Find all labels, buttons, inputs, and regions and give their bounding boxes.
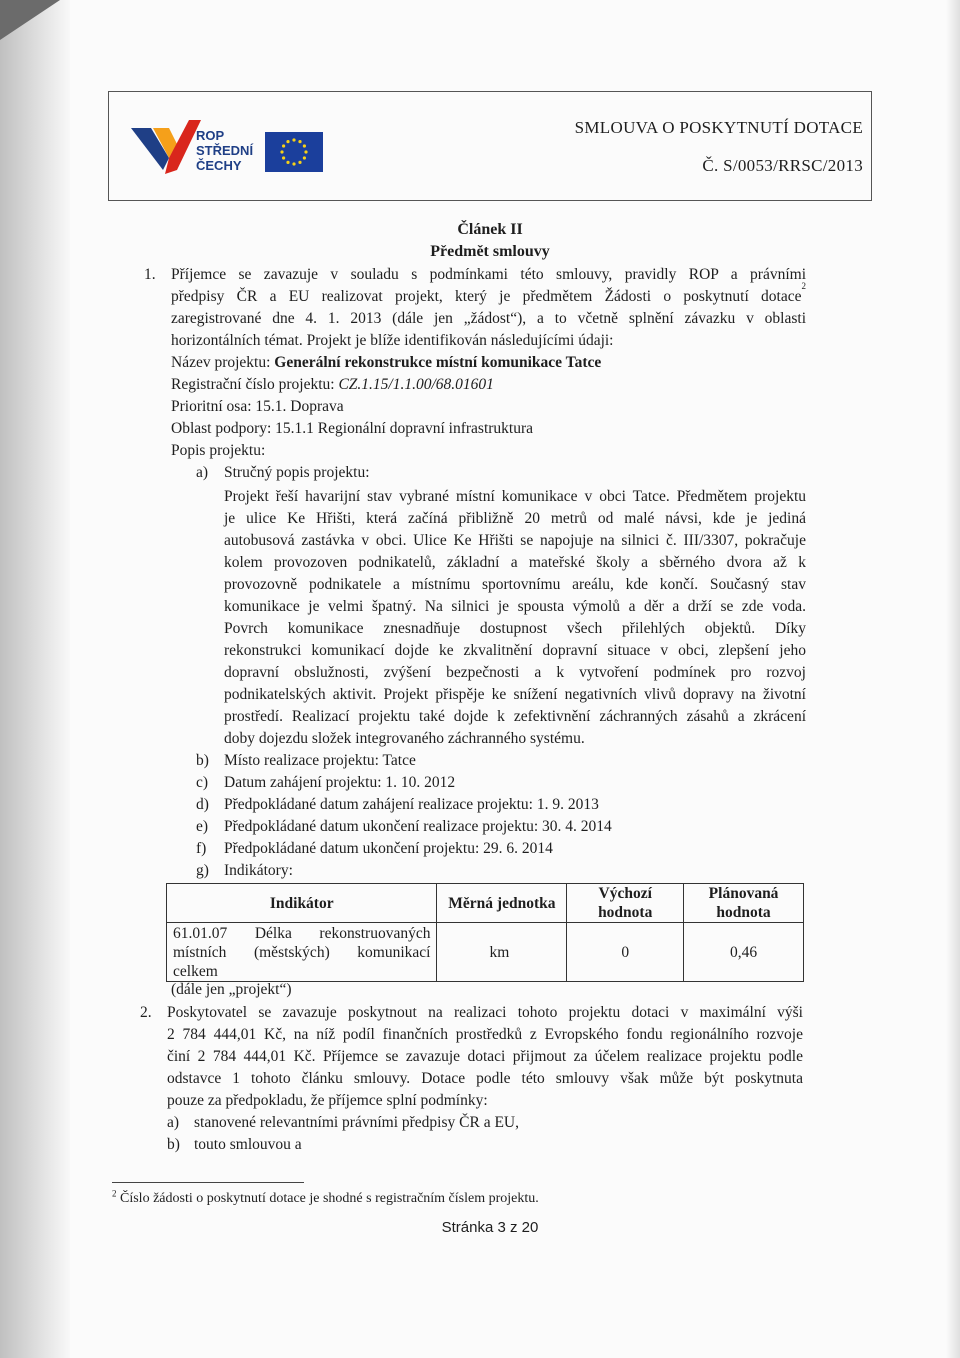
- eu-star: [298, 161, 301, 164]
- description-line: rekonstrukci komunikací dojde ke zkvalitnění dopravní situace v obci, zlepšení jeho: [224, 642, 806, 659]
- registration-label: Registrační číslo projektu:: [171, 376, 339, 393]
- eu-star: [303, 156, 306, 159]
- para2-last-line: pouze za předpokladu, že příjemce splní podmínky:: [167, 1092, 488, 1109]
- para1-line-4: horizontálních témat. Projekt je blíže identifikován následujícími údaji:: [171, 332, 614, 349]
- table-header-row: [167, 884, 804, 923]
- indicator-line-1-text: 61.01.07 Délka rekonstruovaných: [173, 924, 431, 942]
- list-item-text: Předpokládané datum zahájení realizace projektu: 1. 9. 2013: [224, 796, 599, 813]
- description-label: Popis projektu:: [171, 442, 266, 459]
- description-line: autobusová zastávka v obci. Ulice Ke Hřišti se napojuje na silnici č. III/3307, pokračuje: [224, 532, 806, 549]
- footnote: [112, 1188, 539, 1210]
- condition-label: b): [167, 1136, 180, 1153]
- footnote-number: 2: [112, 1188, 117, 1199]
- header-box: [108, 91, 872, 201]
- eu-flag-icon: [265, 132, 323, 172]
- eu-star: [292, 162, 295, 165]
- footnote-divider: [112, 1182, 304, 1183]
- contract-title: SMLOUVA O POSKYTNUTÍ DOTACE: [574, 118, 863, 137]
- col-unit: [437, 884, 567, 923]
- logo-line-stredni: STŘEDNÍ: [196, 143, 254, 158]
- eu-star: [298, 140, 301, 143]
- eu-star: [286, 140, 289, 143]
- start-value-cell: 0: [567, 923, 684, 982]
- para2-line: činí 2 784 444,01 Kč. Příjemce se zavazuje dotaci přijmout za účelem realizace projektu podle: [167, 1048, 803, 1065]
- indicator-line-2: místních (městských) komunikací: [173, 943, 431, 961]
- list-item-text: Předpokládané datum ukončení realizace projektu: 30. 4. 2014: [224, 818, 612, 835]
- paragraph-number-2: 2.: [140, 1004, 152, 1021]
- scan-shadow-left: [0, 0, 70, 1358]
- indicator-line-1: [173, 924, 430, 943]
- list-item-label: d): [196, 796, 209, 813]
- article-heading: Článek II: [457, 221, 523, 238]
- description-line: kolem provozoven podnikatelů, základní a mateřské školy a sběrného dvora až k: [224, 554, 806, 571]
- scan-corner: [0, 0, 60, 40]
- contract-number: Č. S/0053/RRSC/2013: [702, 156, 863, 175]
- unit-cell: km: [437, 923, 567, 982]
- eu-star: [286, 161, 289, 164]
- footnote-text: Číslo žádosti o poskytnutí dotace je shodné s registračním číslem projektu.: [116, 1191, 539, 1206]
- description-line: podnikatelských aktivit. Projekt přispěje ke snížení negativních vlivů dopravy na životní: [224, 686, 806, 703]
- project-name-value: Generální rekonstrukce místní komunikace Tatce: [274, 354, 602, 371]
- para1-line-3: zaregistrované dne 4. 1. 2013 (dále jen „žádost“), a to včetně splnění závazku v oblasti: [171, 310, 806, 327]
- list-item-text: Předpokládané datum ukončení projektu: 29. 6. 2014: [224, 840, 553, 857]
- description-line: je ulice Ke Hřišti, která začíná přibližně 20 metrů od malé návsi, kde je jediná: [224, 510, 806, 527]
- description-line: prostředí. Realizací projektu také dojde k zefektivnění záchranných zásahů a zkrácení: [224, 708, 806, 725]
- description-last-line: doby dojezdu složek integrovaného záchranného systému.: [224, 730, 585, 747]
- planned-value-cell: 0,46: [684, 923, 804, 982]
- project-name-label: Název projektu:: [171, 354, 275, 371]
- eu-star: [280, 150, 283, 153]
- project-definition: (dále jen „projekt“): [171, 981, 292, 998]
- support-area: Oblast podpory: 15.1.1 Regionální dopravní infrastruktura: [171, 420, 534, 437]
- list-item-text: Datum zahájení projektu: 1. 10. 2012: [224, 774, 456, 791]
- indicator-table: [166, 883, 804, 982]
- col-planned-value: Plánovaná hodnota: [684, 884, 804, 923]
- page-number: Stránka 3 z 20: [441, 1219, 539, 1236]
- list-item-text: Místo realizace projektu: Tatce: [224, 752, 416, 769]
- indicator-line-3: celkem: [173, 962, 218, 980]
- col-start-value: Výchozí hodnota: [567, 884, 684, 923]
- paragraph-number-1: 1.: [144, 266, 156, 283]
- priority-axis: Prioritní osa: 15.1. Doprava: [171, 398, 344, 415]
- para2-line: Poskytovatel se zavazuje poskytnout na realizaci tohoto projektu dotaci v maximální výši: [167, 1004, 803, 1021]
- para2-line: 2 784 444,01 Kč, na níž podíl finančních prostředků z Evropského fondu regionálního rozvoje: [167, 1026, 803, 1043]
- rop-logo-text: [196, 128, 253, 173]
- eu-star: [303, 144, 306, 147]
- description-line: provozovně podnikatele a místnímu sportovnímu areálu, kde končí. Současný stav: [224, 576, 806, 593]
- description-line: komunikace je velmi špatný. Na silnici je spousta výmolů a děr a drží se zde voda.: [224, 598, 806, 615]
- list-item-label: c): [196, 774, 209, 791]
- condition-text: touto smlouvou a: [194, 1136, 302, 1153]
- logo-line-cechy: ČECHY: [196, 158, 242, 173]
- list-item-label: e): [196, 818, 209, 835]
- item-a-label: a): [196, 464, 209, 481]
- scan-shadow-right: [946, 0, 960, 1358]
- col-unit-label: Měrná jednotka: [448, 894, 556, 912]
- description-line: Povrch komunikace znesnadňuje dostupnost všech přilehlých objektů. Díky: [224, 620, 806, 637]
- table-row: [167, 923, 804, 982]
- project-name: [171, 352, 601, 374]
- description-line: Projekt řeší havarijní stav vybrané místní komunikace v obci Tatce. Předmětem projektu: [224, 488, 806, 505]
- item-a-text: Stručný popis projektu:: [224, 464, 370, 481]
- col-indicator: Indikátor: [167, 884, 437, 923]
- registration-number: [171, 374, 494, 396]
- eu-star: [292, 138, 295, 141]
- indicator-cell: [167, 923, 437, 982]
- eu-star: [282, 144, 285, 147]
- article-subheading: Předmět smlouvy: [430, 243, 550, 260]
- condition-label: a): [167, 1114, 180, 1131]
- list-item-label: b): [196, 752, 209, 769]
- logo-line-rop: ROP: [196, 128, 225, 143]
- para1-line-1: Příjemce se zavazuje v souladu s podmínkami této smlouvy, pravidly ROP a právními: [171, 266, 806, 283]
- description-line: dopravní obslužnosti, zvýšení bezpečnosti a k vytvoření podmínek pro rozvoj: [224, 664, 806, 681]
- registration-value: CZ.1.15/1.1.00/68.01601: [338, 376, 494, 393]
- eu-star: [304, 150, 307, 153]
- para2-line: odstavce 1 tohoto článku smlouvy. Dotace podle této smlouvy však může být poskytnuta: [167, 1070, 803, 1087]
- list-item-label: f): [196, 840, 207, 857]
- footnote-ref: 2: [801, 281, 806, 291]
- eu-star: [282, 156, 285, 159]
- para1-line-2-text: předpisy ČR a EU realizovat projekt, který je předmětem Žádosti o poskytnutí dotace: [171, 288, 802, 305]
- para1-line-2: [171, 281, 806, 308]
- list-item-text: Indikátory:: [224, 862, 293, 879]
- list-item-label: g): [196, 862, 209, 879]
- condition-text: stanovené relevantními právními předpisy ČR a EU,: [194, 1114, 519, 1131]
